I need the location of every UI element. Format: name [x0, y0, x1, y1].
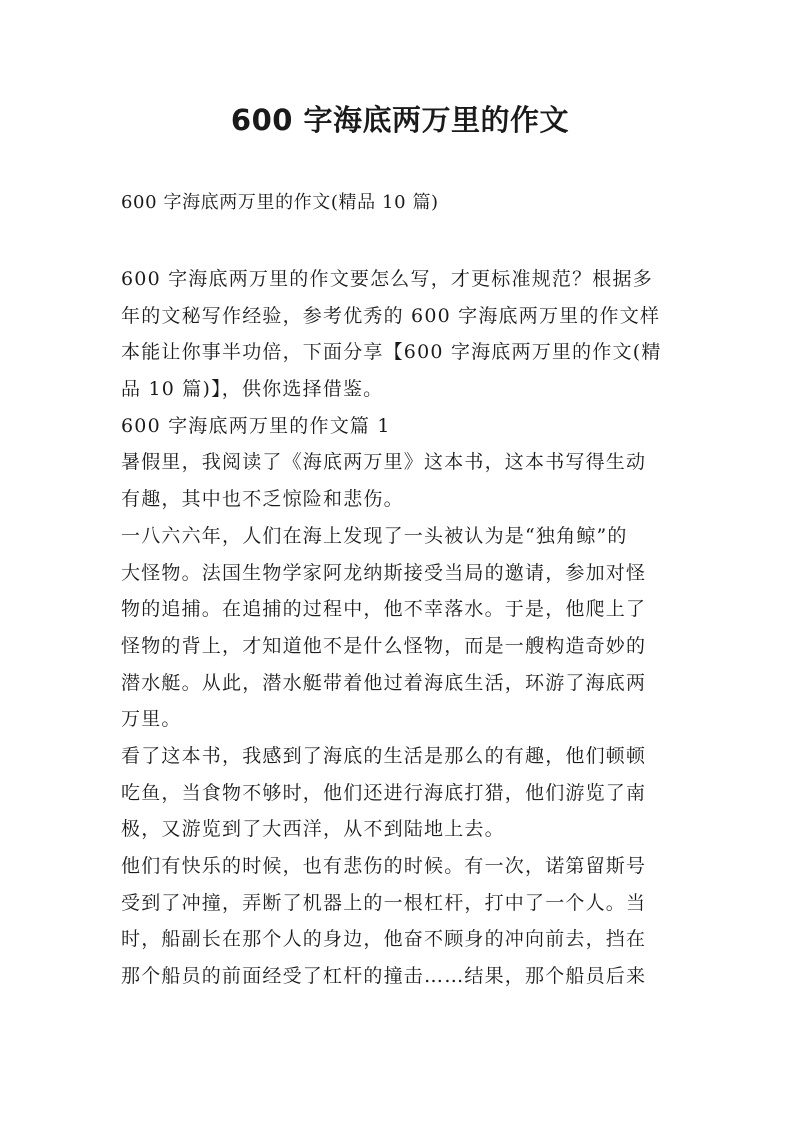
- body-line: 潜水艇。从此，潜水艇带着他过着海底生活，环游了海底两: [121, 671, 647, 694]
- body-line: 暑假里，我阅读了《海底两万里》这本书，这本书写得生动: [121, 451, 647, 474]
- body-line: 时，船副长在那个人的身边，他奋不顾身的冲向前去，挡在: [121, 928, 647, 951]
- body-line: 一八六六年，人们在海上发现了一头被认为是“独角鲸”的: [121, 524, 628, 547]
- body-line: 万里。: [121, 708, 182, 731]
- section-heading: 600 字海底两万里的作文篇 1: [121, 414, 391, 437]
- body-line: 本能让你事半功倍，下面分享【600 字海底两万里的作文(精: [121, 341, 662, 364]
- body-line: 吃鱼，当食物不够时，他们还进行海底打猎，他们游览了南: [121, 781, 647, 804]
- body-line: 品 10 篇)】，供你选择借鉴。: [121, 378, 384, 401]
- body-line: 极，又游览到了大西洋，从不到陆地上去。: [121, 818, 505, 841]
- body-line: 受到了冲撞，弄断了机器上的一根杠杆，打中了一个人。当: [121, 891, 647, 914]
- body-line: 他们有快乐的时候，也有悲伤的时候。有一次，诺第留斯号: [121, 855, 647, 877]
- body-line: 物的追捕。在追捕的过程中，他不幸落水。于是，他爬上了: [121, 598, 647, 621]
- document-title: 600 字海底两万里的作文: [230, 103, 570, 137]
- body-line: 那个船员的前面经受了杠杆的撞击……结果，那个船员后来: [121, 965, 647, 988]
- body-line: 有趣，其中也不乏惊险和悲伤。: [121, 488, 404, 511]
- body-line: 年的文秘写作经验，参考优秀的 600 字海底两万里的作文样: [121, 304, 661, 327]
- body-line: 怪物的背上，才知道他不是什么怪物，而是一艘构造奇妙的: [121, 634, 647, 657]
- body-line: 600 字海底两万里的作文要怎么写，才更标准规范？根据多: [121, 268, 653, 290]
- body-line: 大怪物。法国生物学家阿龙纳斯接受当局的邀请，参加对怪: [121, 561, 647, 584]
- body-line: 看了这本书，我感到了海底的生活是那么的有趣，他们顿顿: [121, 744, 647, 767]
- document-body: [121, 261, 681, 995]
- document-subtitle: 600 字海底两万里的作文(精品 10 篇): [121, 192, 439, 213]
